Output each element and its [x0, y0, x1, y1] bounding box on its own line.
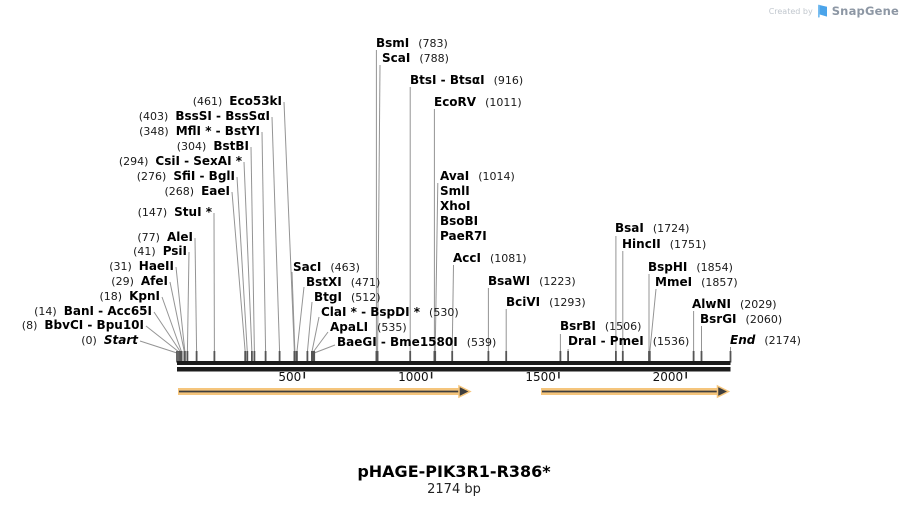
enzyme-name: Eco53kI	[229, 94, 282, 108]
enzyme-name: AvaI	[440, 169, 470, 183]
enzyme-name: HincII	[622, 237, 661, 251]
site-position: (18)	[99, 290, 123, 303]
site-label-baegibme1580i[interactable]	[337, 336, 496, 349]
site-label-haeii[interactable]	[109, 260, 174, 273]
site-position: (147)	[137, 206, 168, 219]
site-label-bsawi[interactable]	[488, 275, 576, 288]
enzyme-name: ScaI	[382, 51, 411, 65]
site-label-eaei[interactable]	[165, 185, 231, 198]
site-label-saci[interactable]	[293, 261, 360, 274]
site-label-scai[interactable]	[382, 52, 449, 65]
site-position: (530)	[429, 306, 459, 319]
enzyme-name: AccI	[453, 251, 481, 265]
brand-name: SnapGene	[831, 4, 899, 18]
enzyme-name: PaeR7I	[440, 229, 487, 243]
enzyme-name: EaeI	[201, 184, 230, 198]
enzyme-name: BstBI	[213, 139, 249, 153]
plasmid-name: pHAGE-PIK3R1-R386*	[357, 462, 551, 481]
site-position: (268)	[164, 185, 195, 198]
site-position: (1293)	[549, 296, 586, 309]
ruler-label-1500: 1500	[525, 370, 556, 384]
site-label-btgi[interactable]	[314, 291, 381, 304]
enzyme-name: BsaI	[615, 221, 644, 235]
enzyme-name: AfeI	[140, 274, 168, 288]
site-label-draipmei[interactable]	[568, 335, 689, 348]
site-position: (1536)	[652, 335, 690, 348]
enzyme-name: AlwNI	[692, 297, 731, 311]
site-label-apali[interactable]	[330, 321, 407, 334]
site-label-hincii[interactable]	[622, 238, 706, 251]
site-label-alwni[interactable]	[692, 298, 777, 311]
site-position: (1506)	[604, 320, 642, 333]
attribution	[769, 4, 899, 18]
site-position: (276)	[136, 170, 167, 183]
enzyme-name: SacI	[293, 260, 322, 274]
ruler-label-1000: 1000	[398, 370, 429, 384]
site-position: (2029)	[740, 298, 777, 311]
site-label-stui[interactable]	[138, 206, 212, 219]
site-position: (41)	[133, 245, 156, 258]
site-label-acci[interactable]	[453, 252, 527, 265]
enzyme-name: BspHI	[648, 260, 688, 274]
site-position: (461)	[192, 95, 223, 108]
enzyme-name: BsrBI	[560, 319, 596, 333]
enzyme-name: BsoBI	[440, 214, 479, 228]
site-position: (1011)	[485, 96, 522, 109]
enzyme-name: SmlI	[440, 184, 470, 198]
site-position: (14)	[34, 305, 57, 318]
site-label-bbvcibpu10i[interactable]	[22, 319, 144, 332]
site-label-bsssibsssi[interactable]	[139, 110, 270, 123]
site-position: (916)	[493, 74, 524, 87]
ruler-label-2000: 2000	[652, 370, 684, 384]
site-label-claibspdi[interactable]	[321, 306, 459, 319]
site-label-bsrgi[interactable]	[700, 313, 782, 326]
enzyme-name: XhoI	[440, 199, 471, 213]
snapgene-flag-icon	[817, 4, 828, 18]
enzyme-name: BsmI	[376, 36, 410, 50]
site-position: (2060)	[745, 313, 783, 326]
site-position: (1857)	[701, 276, 738, 289]
enzyme-name: StuI *	[174, 205, 212, 219]
site-label-alei[interactable]	[137, 231, 193, 244]
site-label-mflibstyi[interactable]	[139, 125, 260, 138]
site-position: (535)	[377, 321, 407, 334]
site-position: (31)	[109, 260, 132, 273]
site-label-csiisexai[interactable]	[119, 155, 242, 168]
site-position: (304)	[176, 140, 207, 153]
site-label-xhoi[interactable]	[440, 200, 471, 213]
site-label-eco53ki[interactable]	[193, 95, 282, 108]
plasmid-length: 2174 bp	[427, 482, 481, 497]
site-position: (1724)	[652, 222, 690, 235]
site-position: (77)	[137, 231, 160, 244]
enzyme-name: ClaI * - BspDI *	[321, 305, 421, 319]
enzyme-name: SfiI - BglI	[173, 169, 235, 183]
created-by-text: Created by	[768, 6, 813, 16]
site-label-bsmi[interactable]	[376, 37, 448, 50]
site-label-kpni[interactable]	[100, 290, 161, 303]
site-position: (463)	[330, 261, 360, 274]
site-label-avai[interactable]	[440, 170, 515, 183]
enzyme-name: BbvCI - Bpu10I	[44, 318, 144, 332]
enzyme-name: PsiI	[162, 244, 187, 258]
enzyme-name: BssSI - BssSαI	[175, 109, 270, 123]
site-position: (8)	[21, 319, 38, 332]
site-position: (0)	[81, 334, 97, 347]
enzyme-name: BsaWI	[488, 274, 531, 288]
site-label-smli[interactable]	[440, 185, 470, 198]
site-label-paer7i[interactable]	[440, 230, 487, 243]
enzyme-name: BaeGI - Bme1580I	[337, 335, 458, 349]
site-position: (29)	[111, 275, 134, 288]
site-label-end[interactable]	[730, 334, 801, 347]
enzyme-name: MflI * - BstYI	[175, 124, 260, 138]
site-label-psii[interactable]	[133, 245, 187, 258]
enzyme-name: EcoRV	[434, 95, 477, 109]
enzyme-name: BtgI	[314, 290, 342, 304]
enzyme-name: BciVI	[506, 295, 541, 309]
enzyme-name: End	[730, 333, 756, 347]
site-label-baniacc65i[interactable]	[34, 305, 152, 318]
site-label-mmei[interactable]	[655, 276, 738, 289]
site-label-bstbi[interactable]	[177, 140, 249, 153]
site-label-btsibtsi[interactable]	[410, 74, 523, 87]
site-position: (294)	[118, 155, 149, 168]
enzyme-name: AleI	[166, 230, 193, 244]
enzyme-name: BsrGI	[700, 312, 737, 326]
site-position: (1751)	[669, 238, 707, 251]
enzyme-name: MmeI	[655, 275, 693, 289]
site-position: (1223)	[539, 275, 576, 288]
site-label-afei[interactable]	[111, 275, 168, 288]
site-label-bcivi[interactable]	[506, 296, 586, 309]
site-position: (471)	[350, 276, 381, 289]
enzyme-name: HaeII	[138, 259, 174, 273]
site-position: (788)	[419, 52, 449, 65]
site-label-bsphi[interactable]	[648, 261, 733, 274]
enzyme-name: DraI - PmeI	[568, 334, 644, 348]
site-position: (1081)	[489, 252, 527, 265]
site-label-start[interactable]	[81, 334, 138, 347]
enzyme-name: Start	[103, 333, 138, 347]
site-position: (1854)	[696, 261, 733, 274]
site-label-bstxi[interactable]	[306, 276, 380, 289]
site-label-bsrbi[interactable]	[560, 320, 641, 333]
site-position: (348)	[139, 125, 169, 138]
site-position: (783)	[418, 37, 448, 50]
enzyme-name: BtsI - BtsαI	[410, 73, 485, 87]
site-label-sfiibgli[interactable]	[137, 170, 235, 183]
site-position: (512)	[350, 291, 381, 304]
enzyme-name: ApaLI	[330, 320, 369, 334]
enzyme-name: KpnI	[129, 289, 160, 303]
enzyme-name: CsiI - SexAI *	[155, 154, 242, 168]
site-label-ecorv[interactable]	[434, 96, 522, 109]
site-position: (2174)	[764, 334, 801, 347]
site-position: (403)	[138, 110, 169, 123]
site-position: (1014)	[478, 170, 515, 183]
site-position: (539)	[466, 336, 497, 349]
enzyme-name: BanI - Acc65I	[63, 304, 152, 318]
site-label-bsobi[interactable]	[440, 215, 478, 228]
site-label-bsai[interactable]	[615, 222, 689, 235]
enzyme-name: BstXI	[306, 275, 342, 289]
ruler-label-500: 500	[278, 370, 302, 384]
